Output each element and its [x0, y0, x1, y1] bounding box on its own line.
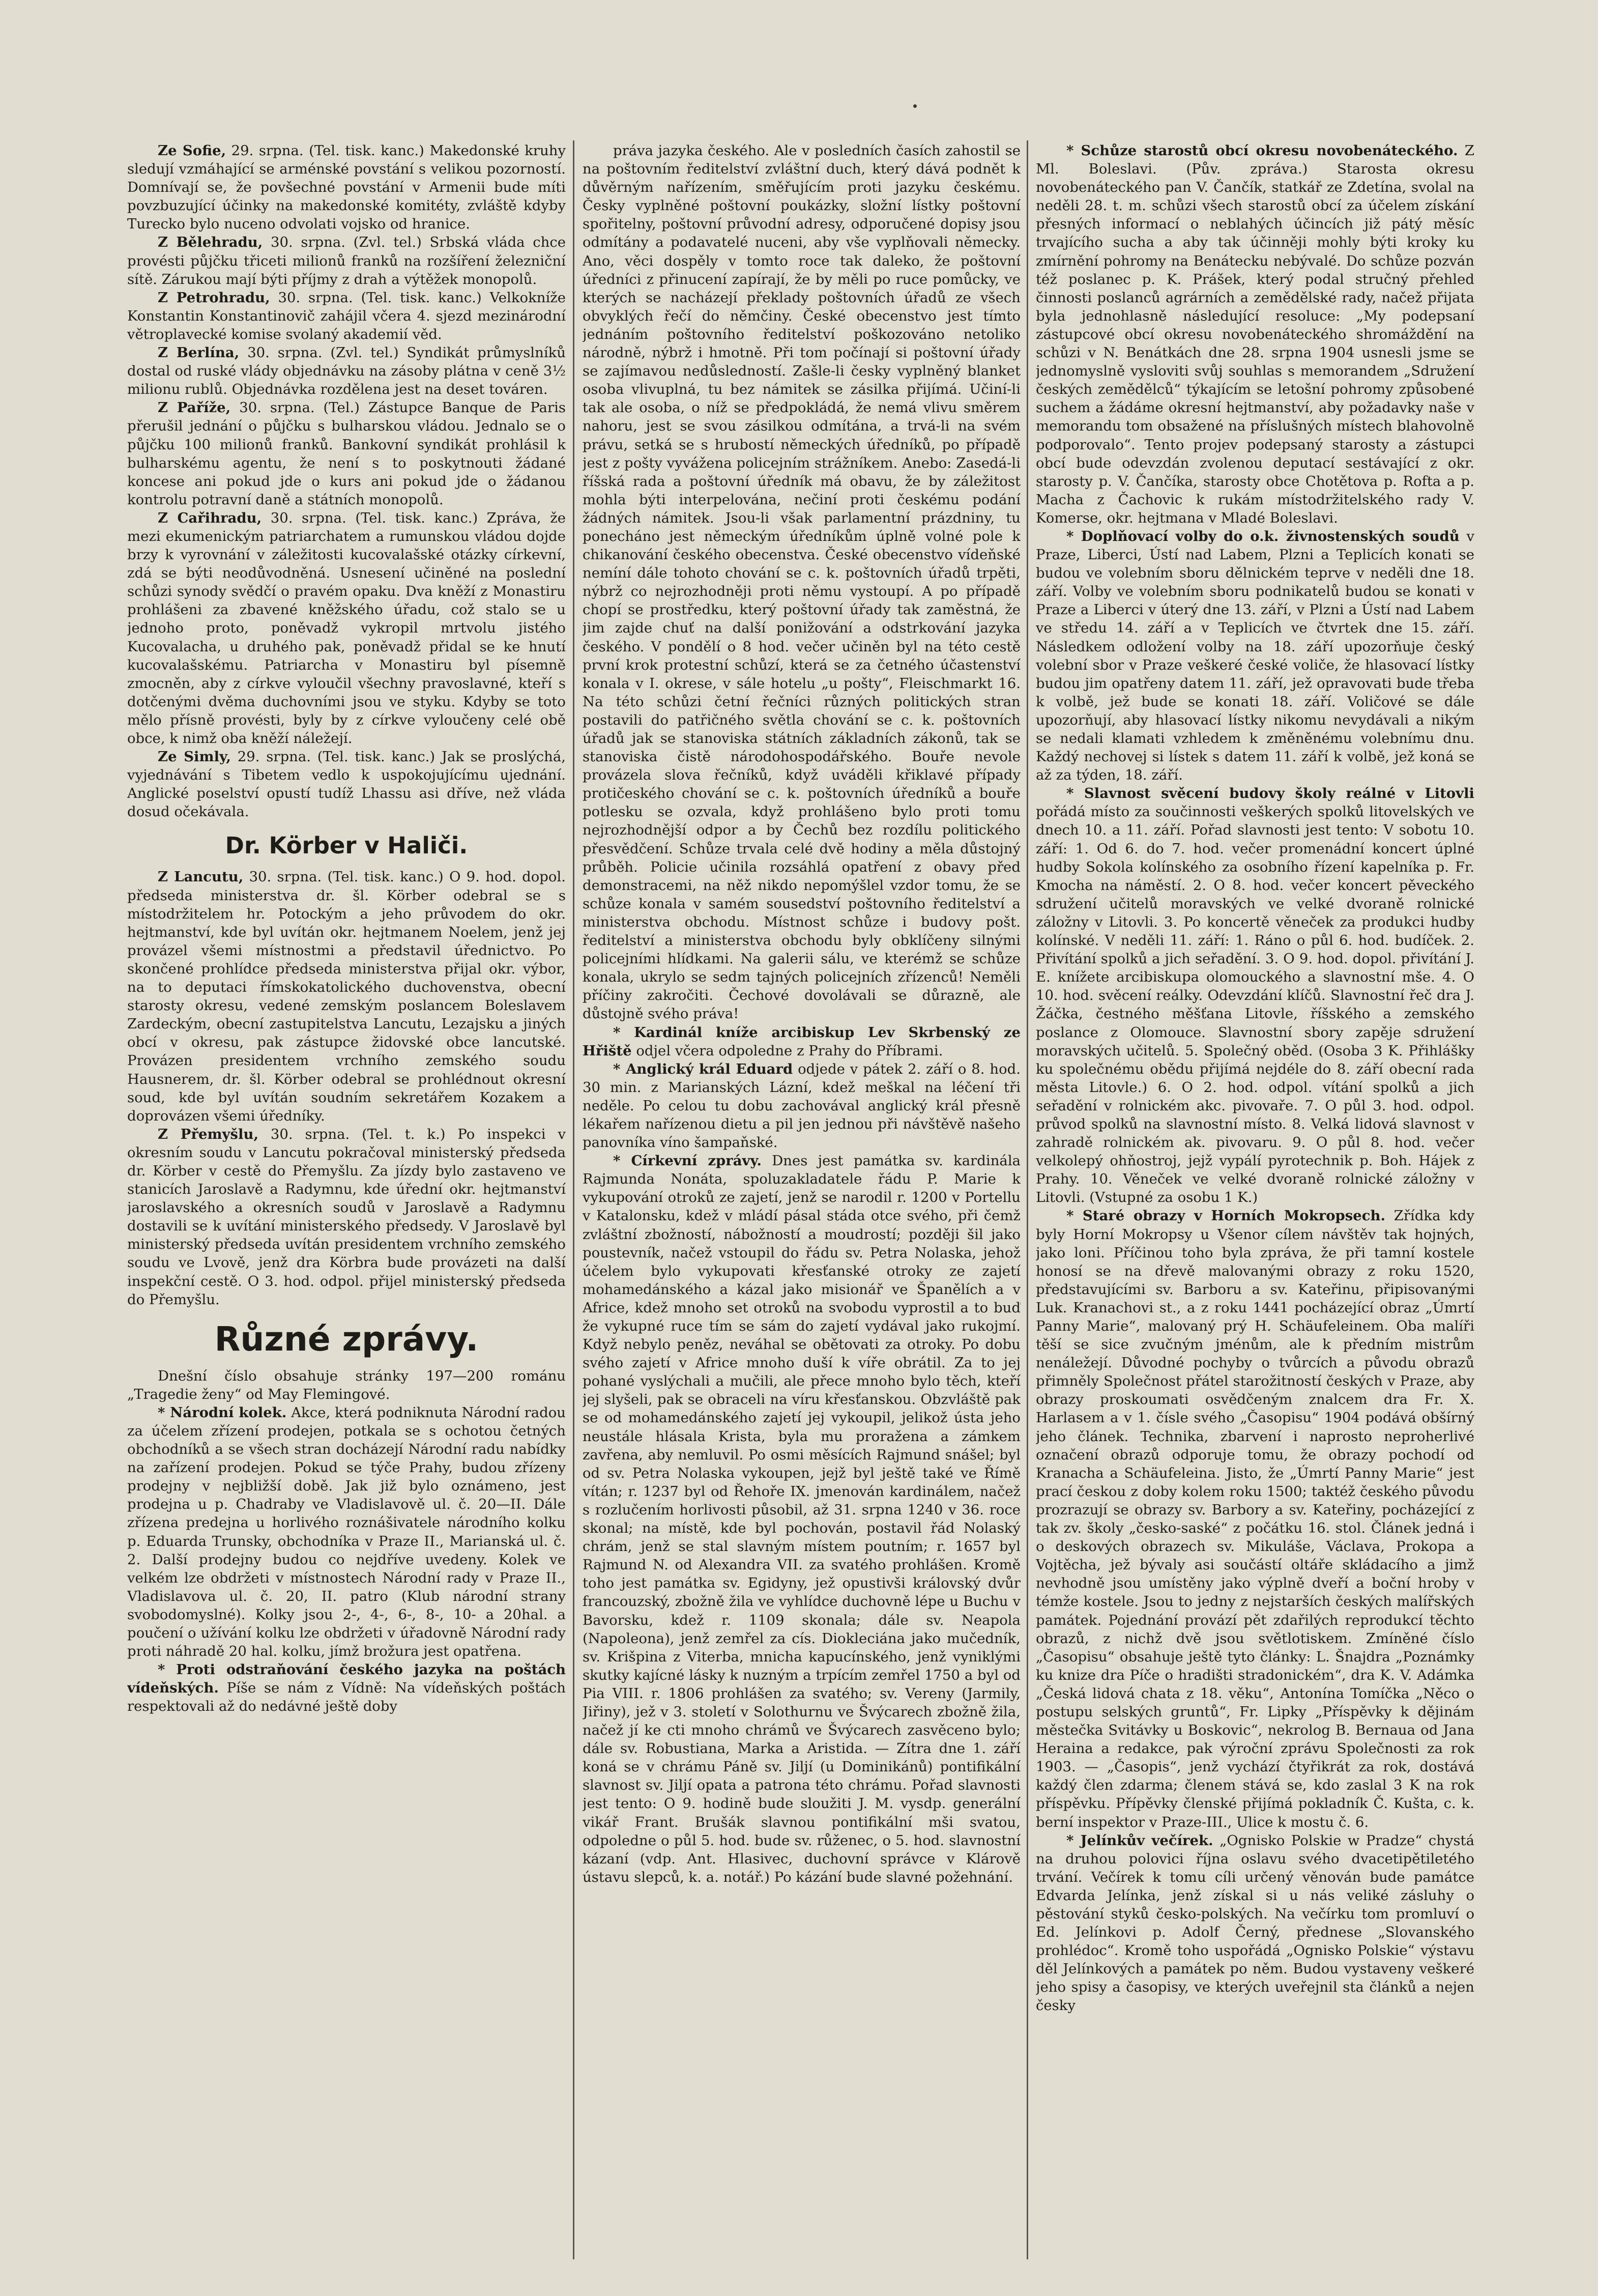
news-item [127, 141, 566, 233]
news-body: odjel včera odpoledne z Prahy do Příbrami. [636, 1042, 943, 1059]
dateline: * Doplňovací volby do o.k. živnostenských soudů [1066, 528, 1460, 544]
dateline: Z Lancutu, [158, 869, 244, 885]
news-item [583, 1060, 1021, 1152]
print-mark [913, 104, 917, 108]
news-item [1036, 1831, 1474, 2015]
news-item [127, 509, 566, 748]
dateline: Z Berlína, [158, 345, 240, 361]
dateline: Z Petrohradu, [158, 289, 270, 306]
news-body: v Praze, Liberci, Ústí nad Labem, Plzni a Teplicích konati se budou ve volebním sboru dělnickém teprve v neděli dne 18. září. Volby ve volebním sboru podnikatelů budou se konati v Praze a Liberci v úterý dne 13. září, v Plzni a Ústí nad Labem ve středu 14. září a v Teplicích ve čtvrtek dne 15. září. Následkem odložení volby na 18. září upozorňuje český volební sbor v Praze veškeré české voliče, že hlasovací lístky budou jim opatřeny datem 11. září, jež opravovati bude třeba k volbě, jež bude se konati 18. září. Voličové se dále upozorňují, aby hlasovací lístky nikomu nevydávali a nikým se nedali klamati vzhledem k změněnému volebnímu dnu. Každý nechovej si lístek s datem 11. září k volbě, jež koná se až za týden, 18. září. [1036, 528, 1474, 784]
news-body: 30. srpna. (Tel. tisk. kanc.) Velkokníže Konstantin Konstantinovič zahájil včera 4. sjezd mezinárodní větroplavecké komise svolaný akademií věd. [127, 289, 566, 342]
news-body: 30. srpna. (Tel. t. k.) Po inspekci v okresním soudu v Lancutu pokračoval ministerský předseda dr. Körber v cestě do Přemyšlu. Za jízdy bylo zastaveno ve stanicích Jaroslavě a Radymnu, kde úřední okr. hejtmanství jaroslavského a okresních soudů v Jaroslavě a Radymnu dostavili se k uvítání ministerského předsedy. V Jaroslavě byl ministerský předseda uvítán presidentem vrchního zemského soudu ve Lvově, jenž dra Körbra bude provázeti na další inspekční cestě. O 3. hod. odpol. přijel ministerský předseda do Přemyšlu. [127, 1126, 566, 1308]
news-body: 30. srpna. (Tel. tisk. kanc.) Zpráva, že mezi ekumenickým patriarchatem a rumunskou vládou dojde brzy k vyrovnání v záležitosti kucovalašské otázky církevní, zdá se býti neodůvodněná. Usnesení učiněné na poslední schůzi synody svědčí o pravém opaku. Dva kněží z Monastiru prohlášeni za zbavené kněžského úřadu, což stalo se u jednoho proto, poněvadž vykropil mrtvolu jistého Kucovalacha, u druhého pak, poněvadž přidal se ke hnutí kucovalašskému. Patriarcha v Monastiru byl písemně zmocněn, aby z církve vyloučil všechny pravoslavné, kteří s dotčenými dvěma duchovními jsou ve styku. Kdyby se toto mělo přísně provésti, byly by z církve vyloučeny celé obě obce, k nimž oba kněží náležejí. [127, 509, 566, 747]
column-2 [583, 141, 1021, 2263]
notice-text: Dnešní číslo obsahuje stránky 197—200 románu „Tragedie ženy“ od May Flemingové. [127, 1367, 566, 1402]
news-body: 30. srpna. (Tel. tisk. kanc.) O 9. hod. dopol. předseda ministerstva dr. šl. Körber odebral se s místodržitelem hr. Potockým a jeho průvodem do okr. hejtmanství, kde byl uvítán okr. hejtmanem Noelem, jenž jej provázel všemi místnostmi a představil úřednictvo. Po skončené prohlídce předseda ministerstva přijal okr. výbor, na to deputaci římskokatolického duchovenstva, obecní starosty okresu, vedené zemským poslancem Boleslavem Zardeckým, obecní zastupitelstva Lancutu, Lezajsku a jiných obcí v okresu, pak zástupce židovské obce lancutské. Provázen presidentem vrchního zemského soudu Hausnerem, dr. šl. Körber odebral se prohlédnout okresní soud, kde byl uvítán soudním sekretářem Kozakem a doprovázen všemi úředníky. [127, 869, 566, 1124]
dateline: Z Přemyšlu, [158, 1126, 259, 1142]
dateline: Z Bělehradu, [158, 234, 263, 251]
news-body: práva jazyka českého. Ale v posledních časích zahostil se na poštovním ředitelství zvláštní duch, který dává podnět k důvěrným nařízením, směřujícím proti jazyku českému. Česky vyplněné poštovní poukázky, složní lístky poštovní spořitelny, poštovní průvodní adresy, odporučené dopisy jsou odmítány a podavatelé nuceni, aby vše vyplňovali německy. Ano, věci dospěly v tomto roce tak daleko, že poštovní úředníci z přinucení zapírají, že by měli po ruce pomůcky, ve kterých se nacházejí překlady poštovních úřadů ze všech obvyklých řečí do němčiny. České obecenstvo jest tímto jednáním poštovního ředitelství poškozováno netoliko národně, nýbrž i hmotně. Při tom počínají si poštovní úřady se zajímavou nedůsledností. Zašle-li česky vyplněný blanket osoba vlivuplná, tu bez námitek se zásilka přijímá. Učiní-li tak ale osoba, o níž se předpokládá, že nemá vlivu směrem nahoru, jest se svou zásilkou odmítána, a trvá-li na svém právu, setká se s hrubostí německých úředníků, po případě jest z pošty vyvážena policejním strážníkem. Anebo: Zasedá-li říšská rada a poštovní úředník má obavu, že by záležitost mohla býti interpelována, nečiní proti českému podání žádných námitek. Jsou-li však parlamentní prázdniny, tu ponecháno jest německým úředníkům úplně volné pole k chikanování českého obecenstva. České obecenstvo vídeňské nemíní dále tohoto chování se c. k. poštovních úřadů trpěti, nýbrž co nejrozhodněji proti němu vystoupí. A po případě chopí se prostředku, který poštovní úřady tak zaměstná, že jim zajde chuť na další ponižování a odstrkování jazyka českého. V pondělí o 8 hod. večer učiněn byl na této cestě první krok protestní schůzí, která se za četného účastenství konala v I. okrese, v sále hotelu „u pošty“, Fleischmarkt 16. Na této schůzi četní řečníci různých politických stran postavili do patřičného světla chování se c. k. poštovních úřadů jak se stanoviska státních základních zákonů, tak se stanoviska čistě národohospodářského. Bouře nevole provázela slova řečníků, když uváděli křiklavé případy protičeského chování se c. k. poštovních úředníků a bouře potlesku se ozvala, když prohlášeno bylo proti tomu nejrozhodnější odpor a by Čechů bez rozdílu politického přesvědčení. Schůze trvala celé dvě hodiny a měla důstojný průběh. Policie učinila rozsáhlá opatření z obavy před demonstracemi, na něž nikdo nepomýšlel vzdor tomu, že se schůze konala v samém sousedství poštovního ředitelství a ministerstva obchodu. Místnost schůze i budovy pošt. ředitelství a ministerstva obchodu byly obklíčeny silnými policejními hlídkami. Na galerii sálu, ve kterémž se schůze konala, ukrylo se sedm tajných policejních zřízenců! Neměli příčiny zakročiti. Čechové dovolávali se důrazně, ale důstojně svého práva! [583, 142, 1021, 1022]
news-item [1036, 1207, 1474, 1831]
news-body: „Ognisko Polskie w Pradze“ chystá na druhou polovici října oslavu svého dvacetipětiletého trvání. Večírek k tomu cíli určený věnován bude památce Edvarda Jelínka, jenž získal si u nás veliké zásluhy o pěstování styků česko-polských. Na večírku tom promluví o Ed. Jelínkovi p. Adolf Černý, přednese „Slovanského prohlédoc“. Kromě toho uspořádá „Ognisko Polskie“ výstavu děl Jelínkových a památek po něm. Budou vystaveny veškeré jeho spisy a časopisy, ve kterých uveřejnil sta článků a nejen česky [1036, 1832, 1474, 2014]
dateline: * Národní kolek. [158, 1404, 287, 1421]
dateline: * Proti odstraňování českého jazyka na poštách vídeňských. [127, 1661, 566, 1697]
news-item [583, 1152, 1021, 1886]
news-body: Dnes jest památka sv. kardinála Rajmunda Nonáta, spoluzakladatele řádu P. Marie k vykupování otroků ze zajetí, jenž se narodil r. 1200 v Portellu v Katalonsku, kdež v mládí pásal stáda otce svého, při čemž zvláštní zbožností, nábožností a moudrostí; později šil jako poustevník, načež vstoupil do řádu sv. Petra Nolaska, jehož účelem bylo vykupovati křesťanské otroky ze zajetí mohamedánského a kázal jako misionář ve Španělích a v Africe, kdež mnoho set otroků na svobodu vyprostil a to buď že vykupné ruce tím se sám do zajetí vydával jako rukojmí. Když nebylo peněz, neváhal se obětovati za otroky. Po dobu svého zajetí v Africe mnoho duší k víře obrátil. Za to jej pohané vyslýchali a mučili, ale přece mnoho bylo těch, kteří jej slyšeli, pak se obraceli na víru křesťanskou. Obzvláště pak se od mohamedánského zajetí jej vykoupil, jelikož ústa jeho neustále hlásala Krista, byla mu proražena a zámkem zavřena, aby nemluvil. Po osmi měsících Rajmund snášel; byl od sv. Petra Nolaska vykoupen, jejž byl ještě také ve Římě vítán; r. 1237 byl od Řehoře IX. jmenován kardinálem, načež s rozlučením horlivosti působil, až 31. srpna 1240 v 36. roce skonal; na místě, kde byl pochován, postavil řád Nolaský chrám, jenž se stal slavným místem poutním; r. 1657 byl Rajmund N. od Alexandra VII. za svatého prohlášen. Kromě toho jest památka sv. Egidyny, jež opustivši královský dvůr francouzský, zbožně žila ve vyhlídce duchovně lépe u Buchu v Bavorsku, kdež r. 1109 skonala; dále sv. Neapola (Napoleona), jenž zemřel za cís. Diokleciána jako mučedník, sv. Krišpina z Viterba, mnicha kapucínského, jenž vyniklými skutky kajícné lásky k nuzným a trpícím zemřel 1750 a byl od Pia VIII. r. 1806 prohlášen za svatého; sv. Vereny (Jarmily, Jiřiny), jež v 3. století v Solothurnu ve Švýcarech zbožně žila, načež jí ke cti mnoho chrámů ve Švýcarech zasvěceno bylo; dále sv. Robustiana, Marka a Aristida. — Zítra dne 1. září koná se v chrámu Páně sv. Jiljí (u Dominikánů) pontifikální slavnost sv. Jiljí opata a patrona této chrámu. Pořad slavnosti jest tento: O 9. hodině bude sloužiti J. M. vysdp. generální vikář Frant. Brušák slavnou pontifikální mši svatou, odpoledne o půl 5. hod. bude sv. růženec, o 5. hod. slavnostní kázaní (vdp. Ant. Hlasivec, duchovní správce v Klárově ústavu slepců, k. a. notář.) Po kázání bude slavné požehnání. [583, 1153, 1021, 1885]
dateline: Ze Sofie, [158, 142, 226, 159]
news-item [1036, 527, 1474, 784]
news-item [127, 398, 566, 509]
news-item [127, 1403, 566, 1660]
news-item [583, 1023, 1021, 1060]
news-body: 30. srpna. (Zvl. tel.) Srbská vláda chce provésti půjčku třiceti milionů franků na rozšíření železniční sítě. Zárukou mají býti příjmy z drah a výtěžek monopolů. [127, 234, 566, 288]
section-heading: Různé zprávy. [214, 1319, 479, 1359]
news-item [127, 1125, 566, 1309]
news-item [127, 233, 566, 288]
news-body: 30. srpna. (Tel.) Zástupce Banque de Paris přerušil jednání o půjčku s bulharskou vládou. Jednalo se o půjčku 100 milionů franků. Bankovní syndikát prohlásil k bulharskému agentu, že není s to poskytnouti žádané koncese ani pokud jde o kurs ani pokud jde o žádanou kontrolu potravní daně a státních monopolů. [127, 399, 566, 508]
dateline: * Staré obrazy v Horních Mokropsech. [1066, 1208, 1386, 1224]
news-body: 30. srpna. (Zvl. tel.) Syndikát průmyslníků dostal od ruské vlády objednávku na zásoby plátna v ceně 3½ milionu rublů. Objednávka rozdělena jest na deset továren. [127, 345, 566, 398]
column-3 [1036, 141, 1474, 2263]
news-body: Zřídka kdy byly Horní Mokropsy u Všenor cílem návštěv tak hojných, jako loni. Příčinou toho byla zpráva, že při tamní kostele honosí se na dřevě malovanými obrazy z roku 1520, představujícími sv. Barboru a sv. Kateřinu, připisovanými Luk. Kranachovi st., a z roku 1441 pocházející obraz „Úmrtí Panny Marie“, malovaný prý H. Schäufeleinem. Oba malíři těší se sice zvučným jménům, ale k předním mistrům nenáležejí. Důvodné pochyby o tvůrcích a původu obrazů přimněly Společnost přátel starožitností českých v Praze, aby obrazy proskoumati osvědčeným znalcem dra Fr. X. Harlasem a v 1. čísle svého „Časopisu“ 1904 podává obšírný jeho článek. Technika, zbarvení i naprosto neproherlivé označení obrazů odporuje tomu, že obrazy pochodí od Kranacha a Schäufeleina. Jisto, že „Úmrtí Panny Marie“ jest prací českou z doby kolem roku 1500; taktéž českého původu prozrazují se obrazy sv. Barbory a sv. Kateřiny, pocházející z tak zv. školy „česko-saské“ z počátku 16. stol. Článek jedná i o deskových obrazech sv. Mikuláše, Václava, Prokopa a Vojtěcha, jež bývaly asi součástí oltáře skládacího a jimž nevhodně jsou umístěny jako výplně dveří a boční hroby v témže kostele. Jsou to jedny z nejstarších českých malířských památek. Pojednání provází pět zdařilých reprodukcí těchto obrazů, z nichž dvě jsou světlotiskem. Zmíněné číslo „Časopisu“ obsahuje ještě tyto články: L. Šnajdra „Poznámky ku knize dra Píče o hradišti stradonickém“, dra K. V. Adámka „Česká lidová chata z 18. věku“, Antonína Tomíčka „Něco o postupu selských gruntů“, Fr. Lipky „Příspěvky k dějinám městečka Svitávky u Boskovic“, nekrolog B. Bernaua od Jana Heraina a redakce, pak výroční zprávu Společnosti za rok 1903. — „Časopis“, jenž vychází čtyřikrát za rok, dostává každý člen zdarma; členem stává se, kdo zaslal 3 K na rok příspěvku. Přípěvky členské přijímá pokladník Č. Kušta, c. k. berní inspektor v Praze-III., Ulice k mostu č. 6. [1036, 1208, 1474, 1830]
dateline: * Jelínkův večírek. [1066, 1832, 1213, 1849]
column-divider [573, 140, 574, 2259]
section-heading: Dr. Körber v Haliči. [225, 832, 468, 859]
news-body: Z Ml. Boleslavi. (Pův. zpráva.) Starosta okresu novobenáteckého pan V. Čančík, statkář ze Zdetína, svolal na neděli 28. t. m. schůzi všech starostů obcí za účelem získání přesných informací o neblahých účincích již pátý měsíc trvajícího sucha a aby tak účinněji mohly býti kroky ku zmírnění pohromy na Benátecku nebývalé. Do schůze pozván též poslanec p. K. Prášek, který podal stručný přehled činnosti poslanců agrárních a zemědělské rady, načež přijata byla jednohlasně následující resoluce: „My podepsaní zástupcové obcí okresu novobenáteckého shromáždění na schůzi v N. Benátkách dne 28. srpna 1904 usnesli jsme se jednomyslně vysloviti svůj souhlas s memorandem „Sdružení českých zemědělců“ týkajícím se letošní pohromy způsobené suchem a žádáme okresní hejtmanství, aby požadavky naše v memorandu tom obsažené na příslušných místech blahovolně podporovalo“. Tento projev podepsaný starosty a zástupci obcí bude odevzdán zvolenou deputací sestávající z okr. starosty p. V. Čančíka, starosty obce Chotětova p. Rofta a p. Macha z Čachovic k rukám místodržitelského rady V. Komerse, okr. hejtmana v Mladé Boleslavi. [1036, 142, 1474, 526]
news-item [1036, 141, 1474, 527]
news-body: pořádá místo za součinnosti veškerých spolků litovelských ve dnech 10. a 11. září. Pořad slavnosti jest tento: V sobotu 10. září: 1. Od 6. do 7. hod. večer promenádní koncert úplné hudby Sokola kolínského za osobního řízení kapelníka p. Fr. Kmocha na náměstí. 2. O 8. hod. večer koncert pěveckého sdružení učitelů moravských ve velké dvoraně rolnické záložny v Litovli. 3. Po koncertě věneček za produkci hudby kolínské. V neděli 11. září: 1. Ráno o půl 6. hod. budíček. 2. Přivítání spolků a jich seřadění. 3. O 9. hod. dopol. přivítání J. E. knížete arcibiskupa olomouckého a slavnostní mše. 4. O 10. hod. svěcení reálky. Odevzdání klíčů. Slavnostní řeč dra J. Žáčka, čestného měšťana Litovle, říšského a zemského poslance z Olomouce. Slavnostní sbory zapěje sdružení moravských učitelů. 5. Společný oběd. (Osoba 3 K. Přihlášky ku společnému obědu přijímá nejdéle do 8. září obecní rada města Litovle.) 6. O 2. hod. odpol. vítání spolků a jich seřadění v rolnickém akc. pivovaře. 7. O půl 3. hod. odpol. průvod spolků na slavnostní místo. 8. Velká lidová slavnost v zahradě rolnickém ak. pivovaru. 9. O půl 8. hod. večer velkolepý ohňostroj, jejž vypálí pyrotechnik p. Boh. Hájek z Prahy. 10. Věneček ve velké dvoraně rolnické záložny v Litovli. (Vstupné za osobu 1 K.) [1036, 803, 1474, 1206]
news-item [127, 1660, 566, 1715]
dateline: * Anglický král Eduard [613, 1060, 793, 1077]
news-body: Píše se nám z Vídně: Na vídeňských poštách respektovali až do nedávné ještě doby [127, 1680, 566, 1715]
news-item [127, 868, 566, 1125]
news-body: odjede v pátek 2. září o 8. hod. 30 min. z Marianských Lázní, kdež meškal na léčení tři neděle. Po celou tu dobu zachovával anglický král přesně lékařem nařízenou dietu a pil jen jednou při návštěvě našeho panovníka víno šampaňské. [583, 1060, 1021, 1151]
news-body: 29. srpna. (Tel. tisk. kanc.) Makedonské kruhy sledují vzmáhající se arménské povstání s velikou pozorností. Domnívají se, že povšechné povstání v Armenii bude míti povzbuzující účinky na makedonské komitéty, zvláště kdyby Turecko bylo nuceno odvolati vojsko od hranice. [127, 142, 566, 233]
news-item [127, 748, 566, 821]
dateline: Z Cařihradu, [158, 509, 262, 526]
dateline: * Kardinál kníže arcibiskup Lev Skrbenský ze Hřiště [583, 1024, 1021, 1059]
dateline: * Církevní zprávy. [613, 1153, 762, 1169]
dateline: * Slavnost svěcení budovy školy reálné v Litovli [1066, 785, 1474, 802]
dateline: * Schůze starostů obcí okresu novobenáteckého. [1066, 142, 1458, 159]
dateline: Ze Simly, [158, 749, 231, 765]
news-body: Akce, která podniknuta Národní radou za účelem zřízení prodejen, potkala se s ochotou četných obchodníků a se všech stran docházejí Národní radu nabídky na zařízení prodejen. Pokud se týče Prahy, budou zřízeny prodejny v nejbližší době. Jak již bylo oznámeno, jest prodejna u p. Chadraby ve Vladislavově ul. č. 20—II. Dále zřízena predejna u horlivého roznášivatele národního kolku p. Eduarda Trunsky, obchodníka v Praze II., Marianská ul. č. 2. Další prodejny budou co nejdříve uvedeny. Kolek ve velkém lze obdržeti v místnostech Národní rady v Praze II., Vladislavova ul. č. 20, II. patro (Klub národní strany svobodomyslné). Kolky jsou 2-, 4-, 6-, 8-, 10- a 20hal. a poučení o užívání kolku lze obdržeti v úřadovně Národní rady proti náhradě 20 hal. kolku, jímž brožura jest opatřena. [127, 1404, 566, 1660]
news-item [127, 289, 566, 343]
news-item [1036, 784, 1474, 1207]
news-item [127, 343, 566, 398]
column-divider [1027, 140, 1028, 2259]
dateline: Z Paříže, [158, 399, 231, 416]
news-body: 29. srpna. (Tel. tisk. kanc.) Jak se proslýchá, vyjednávání s Tibetem vedlo k uspokojujícímu ujednání. Anglické poselství opustí tudíž Lhassu asi dříve, než vláda dosud očekávala. [127, 749, 566, 820]
news-item [583, 141, 1021, 1023]
column-1 [127, 141, 566, 2263]
